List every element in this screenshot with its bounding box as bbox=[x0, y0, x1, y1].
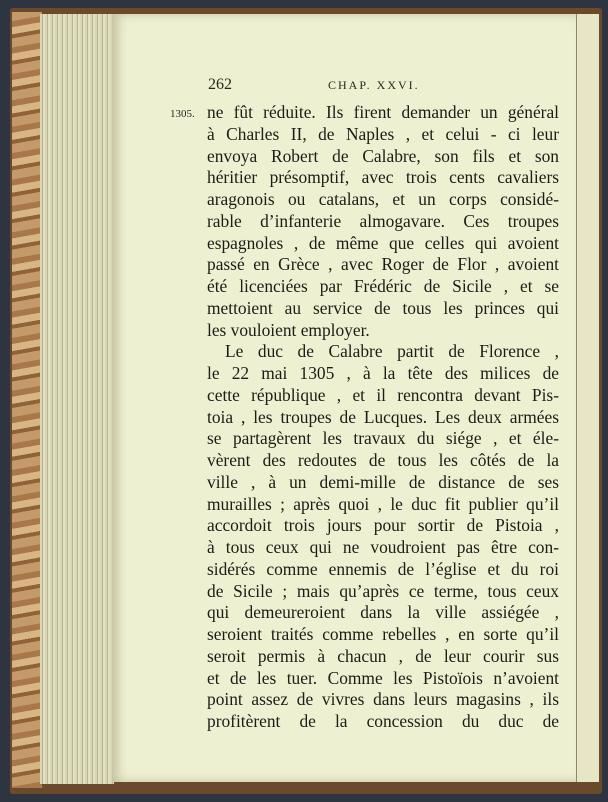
text-line: les vouloient employer. bbox=[207, 319, 370, 340]
text-line: qui demeureroient dans la ville assiégée , bbox=[207, 602, 559, 623]
text-line: espagnoles , de même que celles qui avoient bbox=[207, 232, 559, 253]
text-line: rable d’infanterie almogavare. Ces troupes bbox=[207, 210, 559, 231]
text-line: point assez de vivres dans leurs magasins , ils bbox=[207, 689, 559, 710]
text-line: toia , les troupes de Lucques. Les deux armées bbox=[207, 406, 559, 427]
text-line: envoya Robert de Calabre, son fils et son bbox=[207, 145, 559, 166]
text-line: à tous ceux qui ne voudroient pas être con- bbox=[207, 537, 559, 557]
margin-note: 1305. bbox=[170, 108, 195, 120]
facing-page-edge bbox=[576, 14, 599, 782]
marbled-edge bbox=[12, 12, 42, 788]
text-line: le 22 mai 1305 , à la tête des milices de bbox=[207, 363, 559, 383]
body-text bbox=[207, 102, 559, 733]
text-line: de Sicile ; mais qu’après ce terme, tous ceux bbox=[207, 580, 559, 601]
text-line: héritier présomptif, avec trois cents cavaliers bbox=[207, 167, 559, 188]
text-line: à Charles II, de Naples , et celui - ci leur bbox=[207, 123, 559, 144]
text-line: seroient traités comme rebelles , en sorte qu’il bbox=[207, 624, 559, 644]
text-line: seroit permis à chacun , de leur courir sus bbox=[207, 645, 559, 666]
text-line: et de les tuer. Comme les Pistoïois n’avoient bbox=[207, 667, 559, 688]
text-line: cette république , et il rencontra devant Pis- bbox=[207, 384, 559, 405]
text-line: Le duc de Calabre partit de Florence , bbox=[225, 341, 559, 362]
text-line: profitèrent de la concession du duc de bbox=[207, 711, 559, 731]
text-line: accordoit trois jours pour sortir de Pistoia , bbox=[207, 515, 559, 536]
chapter-title: CHAP. XXVI. bbox=[328, 78, 420, 92]
text-line: se partagèrent les travaux du siége , et éle- bbox=[207, 428, 559, 449]
text-line: murailles ; après quoi , le duc fit publier qu’il bbox=[207, 493, 559, 514]
page-number: 262 bbox=[208, 76, 232, 93]
text-line: mettoient au service de tous les princes qui bbox=[207, 297, 559, 318]
text-line: ne fût réduite. Ils firent demander un général bbox=[207, 102, 559, 122]
page-edges bbox=[40, 14, 114, 784]
text-line: sidérés comme ennemis de l’église et du roi bbox=[207, 558, 559, 579]
text-line: ville , à un demi-mille de distance de ses bbox=[207, 471, 559, 492]
text-line: été licenciées par Frédéric de Sicile , et se bbox=[207, 276, 559, 296]
running-header bbox=[208, 76, 558, 96]
text-line: aragonois ou catalans, et un corps considé- bbox=[207, 189, 559, 209]
text-line: passé en Grèce , avec Roger de Flor , avoient bbox=[207, 254, 559, 275]
text-line: vèrent des redoutes de tous les côtés de la bbox=[207, 450, 559, 470]
